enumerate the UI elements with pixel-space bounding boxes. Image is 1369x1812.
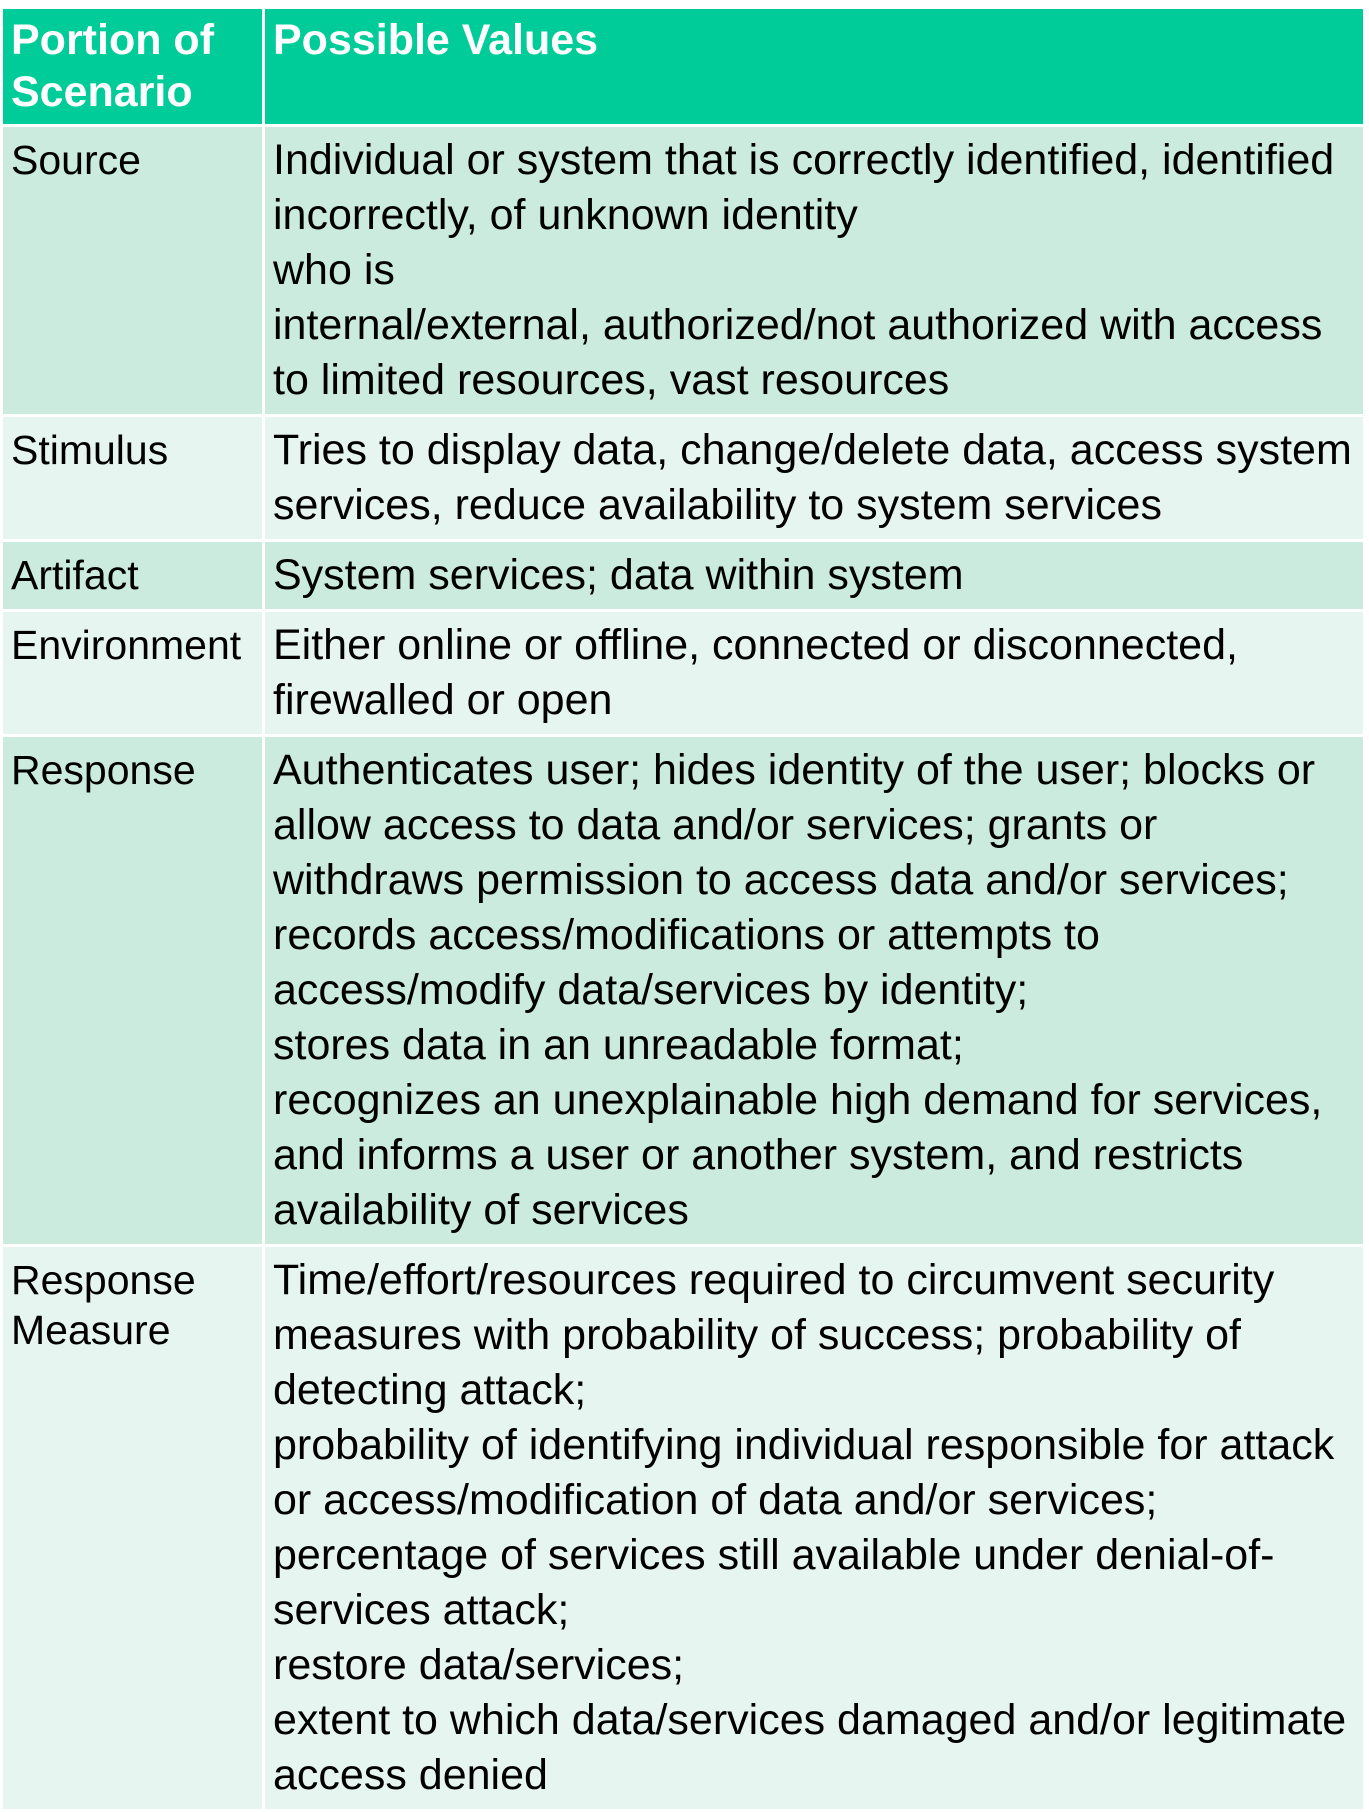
- table-row-artifact: [3, 542, 1363, 609]
- header-portion-of-scenario: Portion of Scenario: [3, 9, 262, 124]
- row-possible-values: Tries to display data, change/delete data, access system services, reduce availability to system services: [265, 417, 1363, 539]
- row-portion-label: Response: [3, 737, 262, 1244]
- row-possible-values: System services; data within system: [265, 542, 1363, 609]
- row-possible-values: Either online or offline, connected or disconnected, firewalled or open: [265, 612, 1363, 734]
- row-portion-label: Source: [3, 127, 262, 414]
- table-row-response-measure: [3, 1247, 1363, 1809]
- header-row: [3, 9, 1363, 124]
- table-row-source: [3, 127, 1363, 414]
- row-portion-label: Stimulus: [3, 417, 262, 539]
- table-row-response: [3, 737, 1363, 1244]
- row-possible-values: Time/effort/resources required to circumvent security measures with probability of success; probability of detecting attack; probability of identifying individual responsible for attack or access/modification of data and/or services; percentage of services still available under denial-of-services attack; restore data/services; extent to which data/services damaged and/or legitimate access denied: [265, 1247, 1363, 1809]
- row-portion-label: Artifact: [3, 542, 262, 609]
- header-possible-values: Possible Values: [265, 9, 1363, 124]
- table-row-environment: [3, 612, 1363, 734]
- row-portion-label: Environment: [3, 612, 262, 734]
- table-body: [3, 127, 1363, 1809]
- security-scenario-table: [0, 6, 1366, 1812]
- row-possible-values: Authenticates user; hides identity of the user; blocks or allow access to data and/or services; grants or withdraws permission to access data and/or services; records access/modifications or attempts to access/modify data/services by identity; stores data in an unreadable format; recognizes an unexplainable high demand for services, and informs a user or another system, and restricts availability of services: [265, 737, 1363, 1244]
- table-row-stimulus: [3, 417, 1363, 539]
- table-header: [3, 9, 1363, 124]
- row-portion-label: Response Measure: [3, 1247, 262, 1809]
- row-possible-values: Individual or system that is correctly identified, identified incorrectly, of unknown identity who is internal/external, authorized/not authorized with access to limited resources, vast resources: [265, 127, 1363, 414]
